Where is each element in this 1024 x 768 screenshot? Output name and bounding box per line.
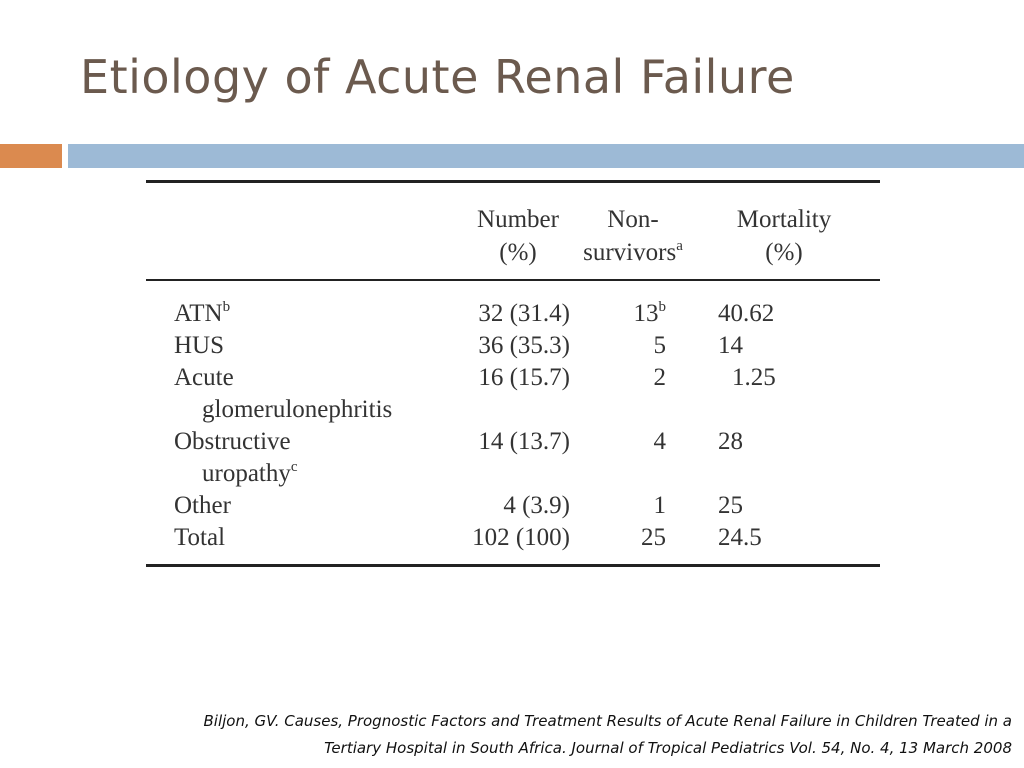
row-mortality: 1.25 (732, 364, 776, 391)
citation-line2: Tertiary Hospital in South Africa. Journal of Tropical Pediatrics Vol. 54, No. 4, 13 March 2008 (324, 739, 1012, 757)
slide-title: Etiology of Acute Renal Failure (80, 50, 795, 104)
row-etiology (146, 362, 438, 426)
row-etiology-continuation (174, 458, 438, 490)
header-nonsurvivors-line1: Non- (607, 206, 659, 233)
header-mortality-line2: (%) (765, 239, 803, 266)
table-body (146, 281, 880, 564)
row-footnote-mark: c (290, 459, 298, 475)
row-etiology-label: ATN (174, 300, 223, 327)
row-etiology (146, 522, 438, 554)
row-etiology (146, 490, 438, 522)
row-number: 32 (31.4) (478, 300, 570, 327)
header-number-line1: Number (477, 206, 559, 233)
row-nonsurvivors: 4 (653, 428, 666, 455)
accent-bar-blue (68, 144, 1024, 168)
header-empty-cell (146, 203, 438, 269)
accent-bar-orange (0, 144, 62, 168)
header-number (438, 203, 578, 269)
row-nonsurvivors: 5 (653, 332, 666, 359)
table-row (146, 298, 880, 330)
row-mortality: 28 (718, 428, 743, 455)
row-number: 36 (35.3) (478, 332, 570, 359)
table-row (146, 426, 880, 490)
row-nonsurvivors-value: 13 (633, 300, 659, 327)
row-mortality: 24.5 (718, 524, 762, 551)
row-nonsurvivors: 25 (641, 524, 666, 551)
row-nonsurvivors: 2 (653, 364, 666, 391)
table-row (146, 490, 880, 522)
row-etiology (146, 426, 438, 490)
header-nonsurvivors-line2: survivors (583, 239, 677, 266)
table-header-row (146, 183, 880, 279)
table-bottom-rule (146, 564, 880, 567)
row-etiology-label: HUS (174, 332, 225, 359)
row-mortality: 14 (718, 332, 743, 359)
header-mortality (688, 203, 880, 269)
row-etiology-label: Other (174, 492, 231, 519)
row-etiology (146, 330, 438, 362)
row-number: 16 (15.7) (478, 364, 570, 391)
row-mortality: 40.62 (718, 300, 775, 327)
row-etiology-continuation-text: uropathy (202, 460, 291, 487)
row-footnote-mark: b (658, 299, 666, 315)
header-nonsurvivors-footnote: a (676, 238, 683, 254)
row-etiology-label: Acute (174, 364, 234, 391)
row-etiology (146, 298, 438, 330)
header-mortality-line1: Mortality (736, 206, 832, 233)
table-row (146, 330, 880, 362)
row-mortality: 25 (718, 492, 743, 519)
row-number: 14 (13.7) (478, 428, 570, 455)
row-number: 4 (3.9) (503, 492, 570, 519)
citation (52, 708, 1012, 762)
row-etiology-label: Obstructive (174, 428, 291, 455)
header-nonsurvivors (578, 203, 688, 269)
row-etiology-continuation: glomerulonephritis (202, 396, 393, 423)
row-etiology-label: Total (174, 524, 226, 551)
header-number-line2: (%) (499, 239, 537, 266)
table-row (146, 522, 880, 554)
row-nonsurvivors: 1 (653, 492, 666, 519)
row-number: 102 (100) (472, 524, 570, 551)
row-nonsurvivors (578, 298, 688, 330)
row-footnote-mark: b (222, 299, 231, 315)
etiology-table (146, 180, 880, 567)
citation-line1: Biljon, GV. Causes, Prognostic Factors and Treatment Results of Acute Renal Failure in Children Treated in a (203, 712, 1012, 730)
table-row (146, 362, 880, 426)
